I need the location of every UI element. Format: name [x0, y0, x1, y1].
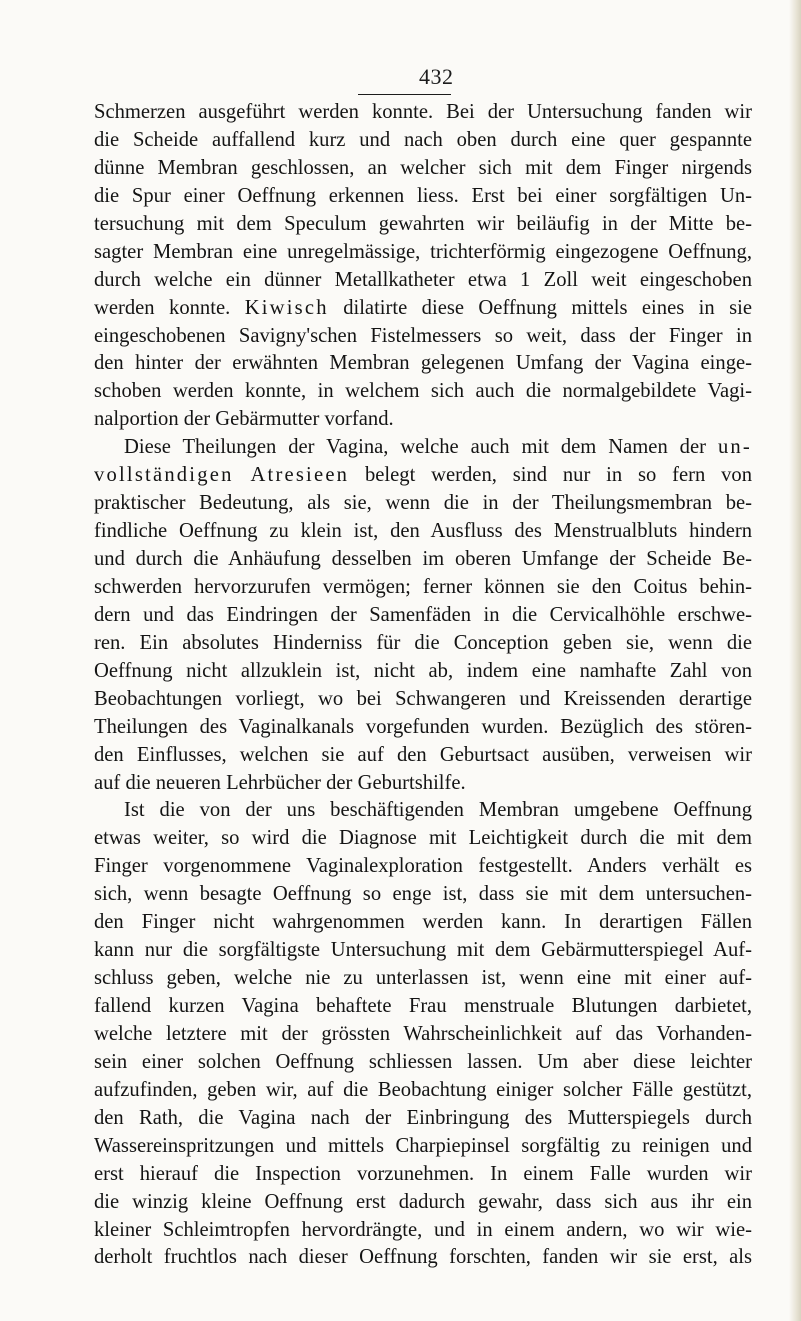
- text-line: die winzig kleine Oeffnung erst dadurch gewahr, dass sich aus ihr ein: [94, 1190, 752, 1213]
- text-line: den Finger nicht wahrgenommen werden kann. In derartigen Fällen: [94, 911, 752, 934]
- text-line-mixed: [94, 434, 752, 462]
- text-line: sein einer solchen Oeffnung schliessen lassen. Um aber diese leichter: [94, 1050, 752, 1073]
- text-line: ren. Ein absolutes Hinderniss für die Conception geben sie, wenn die: [94, 631, 752, 654]
- text-line: die Spur einer Oeffnung erkennen liess. Erst bei einer sorgfältigen Un-: [94, 184, 752, 207]
- page-number-rule: [358, 94, 451, 95]
- text-line: den Einflusses, welchen sie auf den Geburtsact ausüben, verweisen wir: [94, 743, 752, 766]
- text-line: Beobachtungen vorliegt, wo bei Schwangeren und Kreissenden derartige: [94, 687, 752, 710]
- text-line: etwas weiter, so wird die Diagnose mit Leichtigkeit durch die mit dem: [94, 827, 752, 850]
- text-line: kann nur die sorgfältigste Untersuchung mit dem Gebärmutterspiegel Auf-: [94, 939, 752, 962]
- text-line: durch welche ein dünner Metallkatheter etwa 1 Zoll weit eingeschoben: [94, 268, 752, 291]
- spaced-term-part1: un-: [717, 436, 752, 459]
- text-line: praktischer Bedeutung, als sie, wenn die in der Theilungsmembran be-: [94, 492, 752, 515]
- text-line: fallend kurzen Vagina behaftete Frau menstruale Blutungen darbietet,: [94, 995, 752, 1017]
- text-line: Finger vorgenommene Vaginalexploration festgestellt. Anders verhält es: [94, 855, 752, 878]
- text-line: erst hierauf die Inspection vorzunehmen. In einem Falle wurden wir: [94, 1162, 752, 1185]
- text-line: schluss geben, welche nie zu unterlassen ist, wenn eine mit einer auf-: [94, 967, 752, 990]
- text-line: Oeffnung nicht allzuklein ist, nicht ab, indem eine namhafte Zahl von: [94, 659, 752, 682]
- text-line: schwerden hervorzurufen vermögen; ferner können sie den Coitus behin-: [94, 575, 752, 598]
- text-fragment: Diese Theilungen der Vagina, welche auch mit dem Namen der: [124, 436, 718, 459]
- text-line: Wassereinspritzungen und mittels Charpiepinsel sorgfältig zu reinigen und: [94, 1134, 752, 1157]
- text-line: dünne Membran geschlossen, an welcher sich mit dem Finger nirgends: [94, 156, 752, 179]
- text-line: findliche Oeffnung zu klein ist, den Ausfluss des Menstrualbluts hindern: [94, 520, 752, 543]
- text-line: tersuchung mit dem Speculum gewahrten wir beiläufig in der Mitte be-: [94, 212, 752, 235]
- text-line: welche letztere mit der grössten Wahrscheinlichkeit auf das Vorhanden-: [94, 1022, 752, 1045]
- text-line: eingeschobenen Savigny'schen Fistelmessers so weit, dass der Finger in: [94, 324, 752, 347]
- text-line: schoben werden konnte, in welchem sich auch die normalgebildete Vagi-: [94, 380, 752, 403]
- text-line: kleiner Schleimtropfen hervordrängte, und in einem andern, wo wir wie-: [94, 1218, 752, 1241]
- text-line: Schmerzen ausgeführt werden konnte. Bei der Untersuchung fanden wir: [94, 101, 752, 123]
- page-edge-shadow: [789, 0, 801, 1321]
- text-fragment: werden konnte.: [94, 296, 245, 319]
- text-line: Theilungen des Vaginalkanals vorgefunden wurden. Bezüglich des stören-: [94, 715, 752, 738]
- text-fragment: belegt werden, sind nur in so fern von: [365, 464, 753, 487]
- text-line-mixed: [94, 462, 752, 490]
- spaced-term-part2: vollständigen Atresieen: [94, 464, 350, 487]
- text-line: den hinter der erwähnten Membran gelegenen Umfang der Vagina einge-: [94, 352, 752, 375]
- text-line: auf die neueren Lehrbücher der Geburtshilfe.: [94, 771, 466, 794]
- text-line: und durch die Anhäufung desselben im oberen Umfange der Scheide Be-: [94, 548, 752, 570]
- text-line: sagter Membran eine unregelmässige, trichterförmig eingezogene Oeffnung,: [94, 240, 752, 263]
- text-line: die Scheide auffallend kurz und nach oben durch eine quer gespannte: [94, 128, 752, 151]
- text-line: dern und das Eindringen der Samenfäden in die Cervicalhöhle erschwe-: [94, 603, 752, 626]
- author-name: Kiwisch: [244, 296, 329, 319]
- text-line: sich, wenn besagte Oeffnung so enge ist, dass sie mit dem untersuchen-: [94, 883, 752, 906]
- page-number: 432: [419, 64, 454, 89]
- text-line: aufzufinden, geben wir, auf die Beobachtung einiger solcher Fälle gestützt,: [94, 1078, 752, 1101]
- text-line: nalportion der Gebärmutter vorfand.: [94, 408, 394, 431]
- text-line: Ist die von der uns beschäftigenden Membran umgebene Oeffnung: [124, 799, 752, 822]
- text-fragment: dilatirte diese Oeffnung mittels eines in sie: [343, 296, 752, 319]
- body-text: [94, 99, 752, 1272]
- text-line: den Rath, die Vagina nach der Einbringung des Mutterspiegels durch: [94, 1106, 752, 1129]
- text-line: derholt fruchtlos nach dieser Oeffnung forschten, fanden wir sie erst, als: [94, 1246, 752, 1269]
- text-line-mixed: [94, 295, 752, 323]
